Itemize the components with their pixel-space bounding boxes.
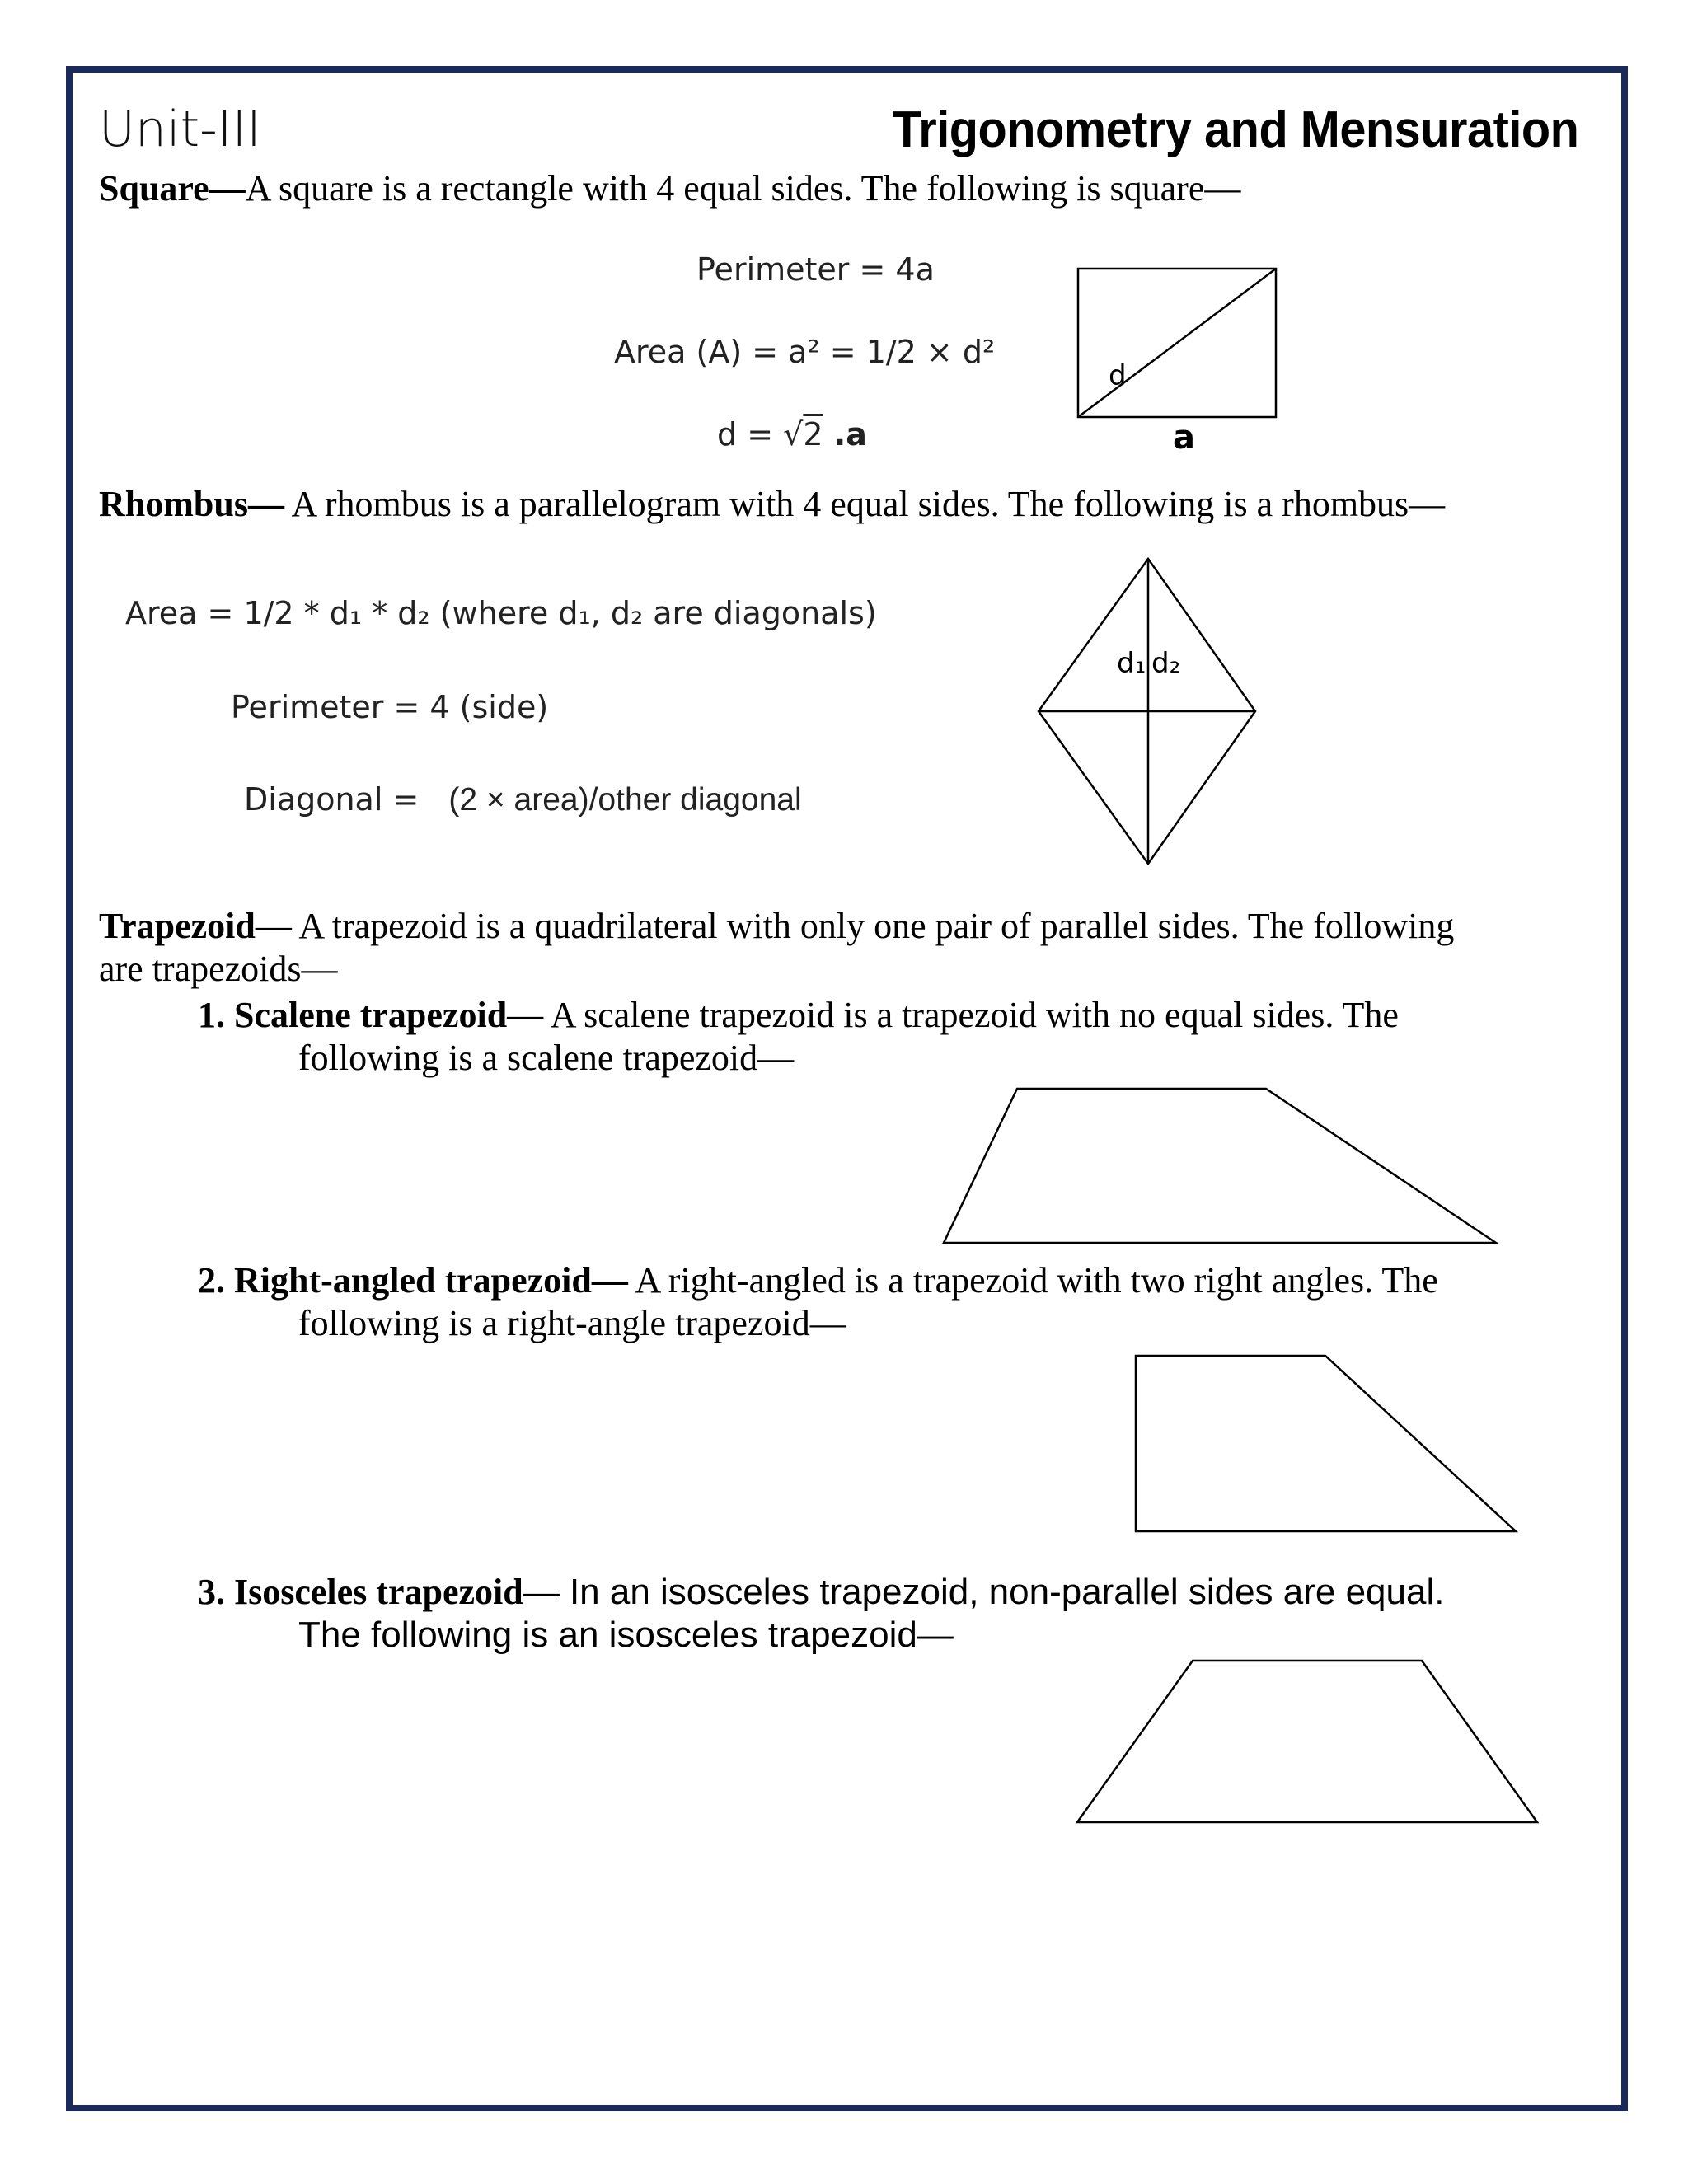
diagonal-suffix: .a xyxy=(823,416,867,452)
right-angled-heading: 2. Right-angled trapezoid— xyxy=(198,1260,628,1301)
scalene-item-line1 xyxy=(198,993,1399,1038)
diagonal-root: 2 xyxy=(803,416,823,452)
right-angled-text-line2: following is a right-angle trapezoid— xyxy=(298,1303,846,1343)
right-angled-text-line1: A right-angled is a trapezoid with two right angles. The xyxy=(627,1260,1438,1301)
sqrt-symbol: √ xyxy=(783,416,804,452)
rhombus-d1-label: d₁ xyxy=(1117,647,1146,680)
rhombus-d2-label: d₂ xyxy=(1151,647,1181,680)
square-perimeter-formula: Perimeter = 4a xyxy=(696,251,935,288)
isosceles-trapezoid-figure xyxy=(1077,1661,1537,1822)
trapezoid-text-line1: A trapezoid is a quadrilateral with only one pair of parallel sides. The following xyxy=(291,906,1455,946)
scalene-text-line2: following is a scalene trapezoid— xyxy=(298,1038,795,1078)
isosceles-item-line1 xyxy=(198,1570,1444,1615)
rhombus-diagonal-formula xyxy=(244,781,802,818)
rhombus-diagonal-label: Diagonal = xyxy=(244,781,420,818)
right-angled-trapezoid-figure xyxy=(1136,1356,1516,1531)
scalene-text-line1: A scalene trapezoid is a trapezoid with no equal sides. The xyxy=(543,995,1399,1035)
unit-label: Unit-III xyxy=(99,101,261,158)
rhombus-text: A rhombus is a parallelogram with 4 equal sides. The following is a rhombus— xyxy=(284,484,1446,524)
rhombus-paragraph xyxy=(99,482,1445,527)
isosceles-heading: 3. Isosceles trapezoid— xyxy=(198,1572,560,1612)
rhombus-diagonal-value: (2 × area)/other diagonal xyxy=(448,782,802,818)
square-diagonal-label: d xyxy=(1109,359,1127,392)
rhombus-perimeter-formula: Perimeter = 4 (side) xyxy=(231,689,549,725)
page-title: Trigonometry and Mensuration xyxy=(892,101,1578,158)
square-text: A square is a rectangle with 4 equal sides. The following is square— xyxy=(245,168,1241,209)
trapezoid-paragraph-line1 xyxy=(99,904,1454,949)
isosceles-text-line1: In an isosceles trapezoid, non-parallel sides are equal. xyxy=(559,1572,1445,1612)
rhombus-area-formula: Area = 1/2 * d₁ * d₂ (where d₁, d₂ are diagonals) xyxy=(125,595,877,631)
scalene-trapezoid-figure xyxy=(944,1089,1496,1243)
square-diagonal-line xyxy=(1078,269,1276,417)
diagonal-prefix: d = xyxy=(717,416,784,452)
scalene-heading: 1. Scalene trapezoid— xyxy=(198,995,544,1035)
square-side-label: a xyxy=(1173,419,1195,457)
square-heading: Square— xyxy=(99,168,246,209)
trapezoid-text-line2: are trapezoids— xyxy=(99,949,338,989)
trapezoid-heading: Trapezoid— xyxy=(99,906,292,946)
right-angled-item-line1 xyxy=(198,1258,1438,1303)
rhombus-heading: Rhombus— xyxy=(99,484,284,524)
isosceles-text-line2: The following is an isosceles trapezoid— xyxy=(298,1615,954,1655)
square-area-formula: Area (A) = a² = 1/2 × d² xyxy=(614,334,996,370)
